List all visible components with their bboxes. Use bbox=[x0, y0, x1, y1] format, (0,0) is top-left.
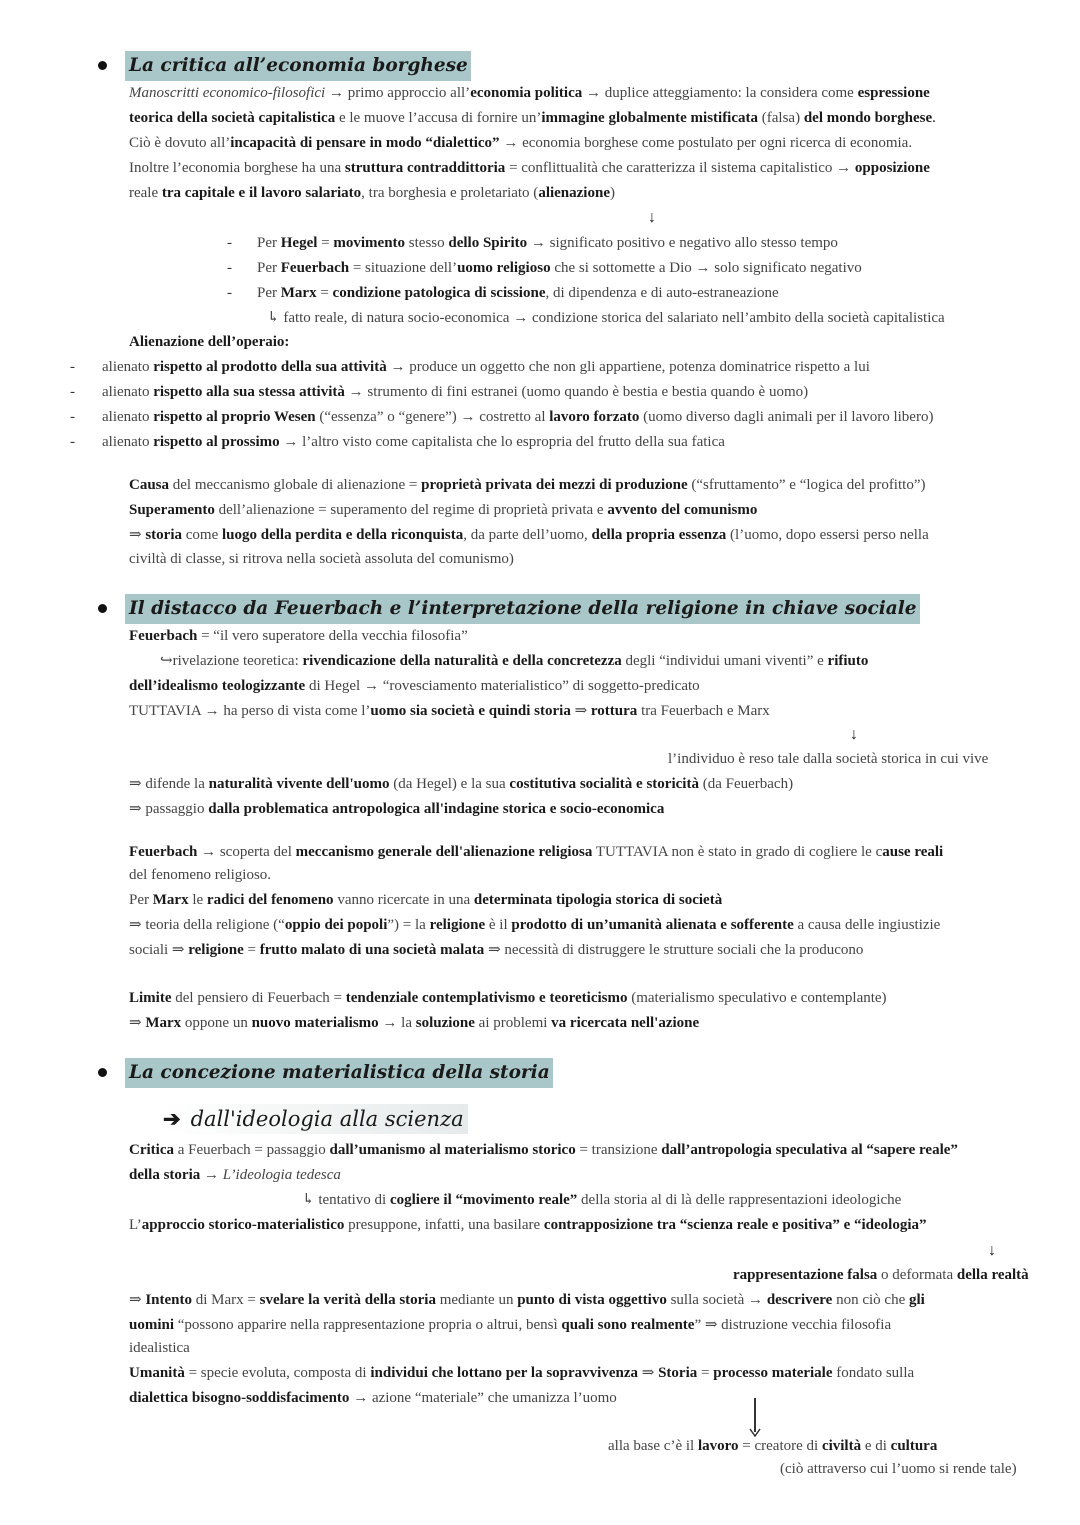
bullet-icon bbox=[98, 61, 107, 70]
alienation-item: alienato rispetto al prossimo → l’altro visto come capitalista che lo espropria del frutto della sua fatica bbox=[102, 434, 725, 450]
text-line: Superamento dell’alienazione = superamento del regime di proprietà privata e avvento del comunismo bbox=[129, 502, 758, 518]
dash-icon: - bbox=[227, 235, 232, 251]
text-line: ⇒ passaggio dalla problematica antropologica all'indagine storica e socio-economica bbox=[129, 801, 665, 817]
subsection-title: Alienazione dell’operaio: bbox=[129, 334, 290, 350]
text-line: sociali ⇒ religione = frutto malato di una società malata ⇒ necessità di distruggere le strutture sociali che la producono bbox=[129, 942, 864, 958]
section-heading: La critica all’economia borghese bbox=[125, 51, 471, 81]
text-line: Feuerbach = “il vero superatore della vecchia filosofia” bbox=[129, 628, 468, 644]
arrow-down-icon: ↓ bbox=[988, 1242, 996, 1259]
arrow-right-icon: ➔ bbox=[163, 1106, 181, 1131]
arrow-down-icon: ↓ bbox=[850, 726, 858, 743]
text-line: dialettica bisogno-soddisfacimento → azione “materiale” che umanizza l’uomo bbox=[129, 1390, 617, 1406]
dash-icon: - bbox=[70, 409, 75, 425]
text-line: ↳ fatto reale, di natura socio-economica → condizione storica del salariato nell’ambito della società capitalistica bbox=[267, 310, 945, 326]
text-line: Critica a Feuerbach = passaggio dall’umanismo al materialismo storico = transizione dall’antropologia speculativa al “sapere reale” bbox=[129, 1142, 958, 1158]
text-line: uomini “possono apparire nella rappresentazione propria o altrui, bensì quali sono realmente” ⇒ distruzione vecchia filosofia bbox=[129, 1317, 892, 1333]
dash-icon: - bbox=[227, 260, 232, 276]
text-line: Limite del pensiero di Feuerbach = tendenziale contemplativismo e teoreticismo (materialismo speculativo e contemplante) bbox=[129, 990, 887, 1006]
text-line: rappresentazione falsa o deformata della realtà bbox=[733, 1267, 1029, 1283]
text-line: reale tra capitale e il lavoro salariato, tra borghesia e proletariato (alienazione) bbox=[129, 185, 615, 201]
bullet-icon bbox=[98, 604, 107, 613]
text-line: Manoscritti economico-filosofici → primo approccio all’economia politica → duplice atteggiamento: la considera come espressione bbox=[129, 85, 930, 101]
text-line: (ciò attraverso cui l’uomo si rende tale) bbox=[780, 1461, 1017, 1477]
text-line: alla base c’è il lavoro = creatore di civiltà e di cultura bbox=[608, 1438, 938, 1454]
text-line: Causa del meccanismo globale di alienazione = proprietà privata dei mezzi di produzione (“sfruttamento” e “logica del profitto”) bbox=[129, 477, 926, 493]
definition-marx: Per Marx = condizione patologica di scissione, di dipendenza e di auto-estraneazione bbox=[257, 285, 779, 301]
text-line: TUTTAVIA → ha perso di vista come l’uomo sia società e quindi storia ⇒ rottura tra Feuerbach e Marx bbox=[129, 703, 770, 719]
text-line: L’approccio storico-materialistico presuppone, infatti, una basilare contrapposizione tra “scienza reale e positiva” e “ideologia” bbox=[129, 1217, 927, 1233]
text-line: Inoltre l’economia borghese ha una struttura contraddittoria = conflittualità che caratterizza il sistema capitalistico → opposizione bbox=[129, 160, 930, 176]
dash-icon: - bbox=[70, 384, 75, 400]
dash-icon: - bbox=[70, 434, 75, 450]
alienation-item: alienato rispetto alla sua stessa attività → strumento di fini estranei (uomo quando è bestia e bestia quando è uomo) bbox=[102, 384, 809, 400]
text-line: ⇒ Marx oppone un nuovo materialismo → la soluzione ai problemi va ricercata nell'azione bbox=[129, 1015, 700, 1031]
bullet-icon bbox=[98, 1068, 107, 1077]
text-line: Per Marx le radici del fenomeno vanno ricercate in una determinata tipologia storica di società bbox=[129, 892, 723, 908]
section-heading: La concezione materialistica della storia bbox=[125, 1058, 553, 1088]
section-heading: Il distacco da Feuerbach e l’interpretazione della religione in chiave sociale bbox=[125, 594, 920, 624]
definition-feuerbach: Per Feuerbach = situazione dell’uomo religioso che si sottomette a Dio → solo significato negativo bbox=[257, 260, 862, 276]
connector-line bbox=[754, 1398, 756, 1432]
text-line: ⇒ difende la naturalità vivente dell'uomo (da Hegel) e la sua costitutiva socialità e storicità (da Feuerbach) bbox=[129, 776, 794, 792]
text-line: Ciò è dovuto all’incapacità di pensare in modo “dialettico” → economia borghese come postulato per ogni ricerca di economia. bbox=[129, 135, 913, 151]
definition-hegel: Per Hegel = movimento stesso dello Spirito → significato positivo e negativo allo stesso tempo bbox=[257, 235, 838, 251]
alienation-item: alienato rispetto al prodotto della sua attività → produce un oggetto che non gli appartiene, potenza dominatrice rispetto a lui bbox=[102, 359, 870, 375]
dash-icon: - bbox=[227, 285, 232, 301]
text-line: Feuerbach → scoperta del meccanismo generale dell'alienazione religiosa TUTTAVIA non è stato in grado di cogliere le cause reali bbox=[129, 844, 944, 860]
text-line: teorica della società capitalistica e le muove l’accusa di fornire un’immagine globalmente mistificata (falsa) del mondo borghese. bbox=[129, 110, 936, 126]
text-line: idealistica bbox=[129, 1340, 190, 1356]
text-line: ↳ tentativo di cogliere il “movimento reale” della storia al di là delle rappresentazioni ideologiche bbox=[302, 1192, 902, 1208]
text-line: ⇒ teoria della religione (“oppio dei popoli”) = la religione è il prodotto di un’umanità alienata e sofferente a causa delle ingiustizie bbox=[129, 917, 941, 933]
text-line: l’individuo è reso tale dalla società storica in cui vive bbox=[668, 751, 989, 767]
text-line: ⇒ Intento di Marx = svelare la verità della storia mediante un punto di vista oggettivo sulla società → descrivere non ciò che gli bbox=[129, 1292, 925, 1308]
alienation-item: alienato rispetto al proprio Wesen (“essenza” o “genere”) → costretto al lavoro forzato (uomo diverso dagli animali per il lavoro libero) bbox=[102, 409, 934, 425]
text-line: ⇒ storia come luogo della perdita e della riconquista, da parte dell’uomo, della propria essenza (l’uomo, dopo essersi perso nella bbox=[129, 527, 929, 543]
text-line: del fenomeno religioso. bbox=[129, 867, 272, 883]
text-line: dell’idealismo teologizzante di Hegel → “rovesciamento materialistico” di soggetto-predicato bbox=[129, 678, 700, 694]
text-line: ↪rivelazione teoretica: rivendicazione della naturalità e della concretezza degli “individui umani viventi” e rifiuto bbox=[160, 653, 869, 669]
text-line: della storia → L’ideologia tedesca bbox=[129, 1167, 341, 1183]
subsection-heading: ➔ dall'ideologia alla scienza bbox=[163, 1104, 468, 1134]
dash-icon: - bbox=[70, 359, 75, 375]
text-line: Umanità = specie evoluta, composta di individui che lottano per la sopravvivenza ⇒ Storia = processo materiale fondato sulla bbox=[129, 1365, 915, 1381]
arrow-down-icon: ↓ bbox=[648, 209, 656, 226]
text-line: civiltà di classe, si ritrova nella società assoluta del comunismo) bbox=[129, 551, 514, 567]
